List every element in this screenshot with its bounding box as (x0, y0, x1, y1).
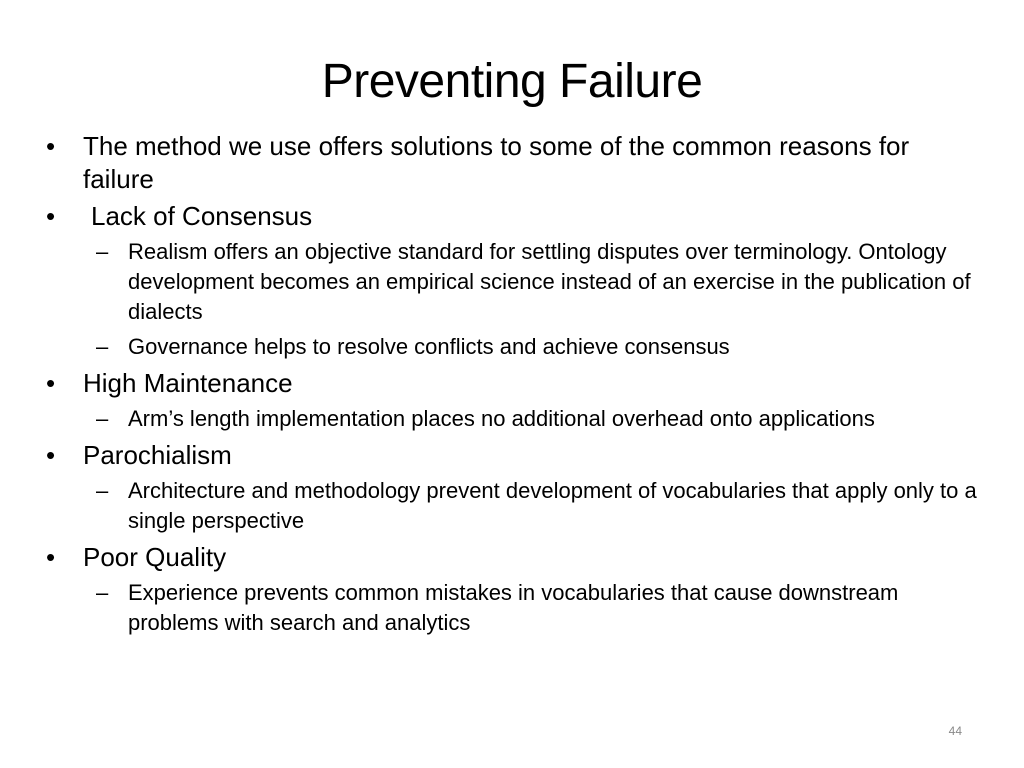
bullet-icon: • (46, 440, 56, 470)
dash-icon: – (96, 406, 109, 431)
dash-icon: – (96, 239, 109, 264)
bullet-item (46, 200, 986, 233)
bullet-icon: • (46, 368, 56, 398)
sub-bullet-text: Governance helps to resolve conflicts and achieve consensus (128, 334, 730, 359)
bullet-text: Poor Quality (83, 542, 227, 572)
bullet-item (46, 130, 986, 196)
dash-icon: – (96, 580, 109, 605)
bullet-item (46, 541, 986, 574)
bullet-item (46, 439, 986, 472)
sub-bullet-text: Experience prevents common mistakes in vocabularies that cause downstream problems with search and analytics (128, 580, 899, 635)
sub-bullet-item (46, 404, 986, 434)
sub-bullet-text: Realism offers an objective standard for settling disputes over terminology. Ontology development becomes an empirical science instead of an exercise in the publication of dialects (128, 239, 971, 324)
sub-bullet-item (46, 476, 986, 536)
bullet-icon: • (46, 131, 56, 161)
dash-icon: – (96, 478, 109, 503)
bullet-text: High Maintenance (83, 368, 293, 398)
sub-bullet-item (46, 332, 986, 362)
bullet-text: Parochialism (83, 440, 232, 470)
bullet-icon: • (46, 201, 56, 231)
bullet-text: The method we use offers solutions to some of the common reasons for failure (83, 131, 910, 194)
sub-bullet-text: Architecture and methodology prevent development of vocabularies that apply only to a single perspective (128, 478, 977, 533)
dash-icon: – (96, 334, 109, 359)
slide-content (46, 130, 986, 643)
bullet-item (46, 367, 986, 400)
slide-title: Preventing Failure (321, 55, 703, 108)
page-number: 44 (948, 724, 962, 738)
bullet-icon: • (46, 542, 56, 572)
sub-bullet-item (46, 237, 986, 327)
sub-bullet-text: Arm’s length implementation places no additional overhead onto applications (128, 406, 875, 431)
sub-bullet-item (46, 578, 986, 638)
bullet-text: Lack of Consensus (91, 201, 313, 231)
